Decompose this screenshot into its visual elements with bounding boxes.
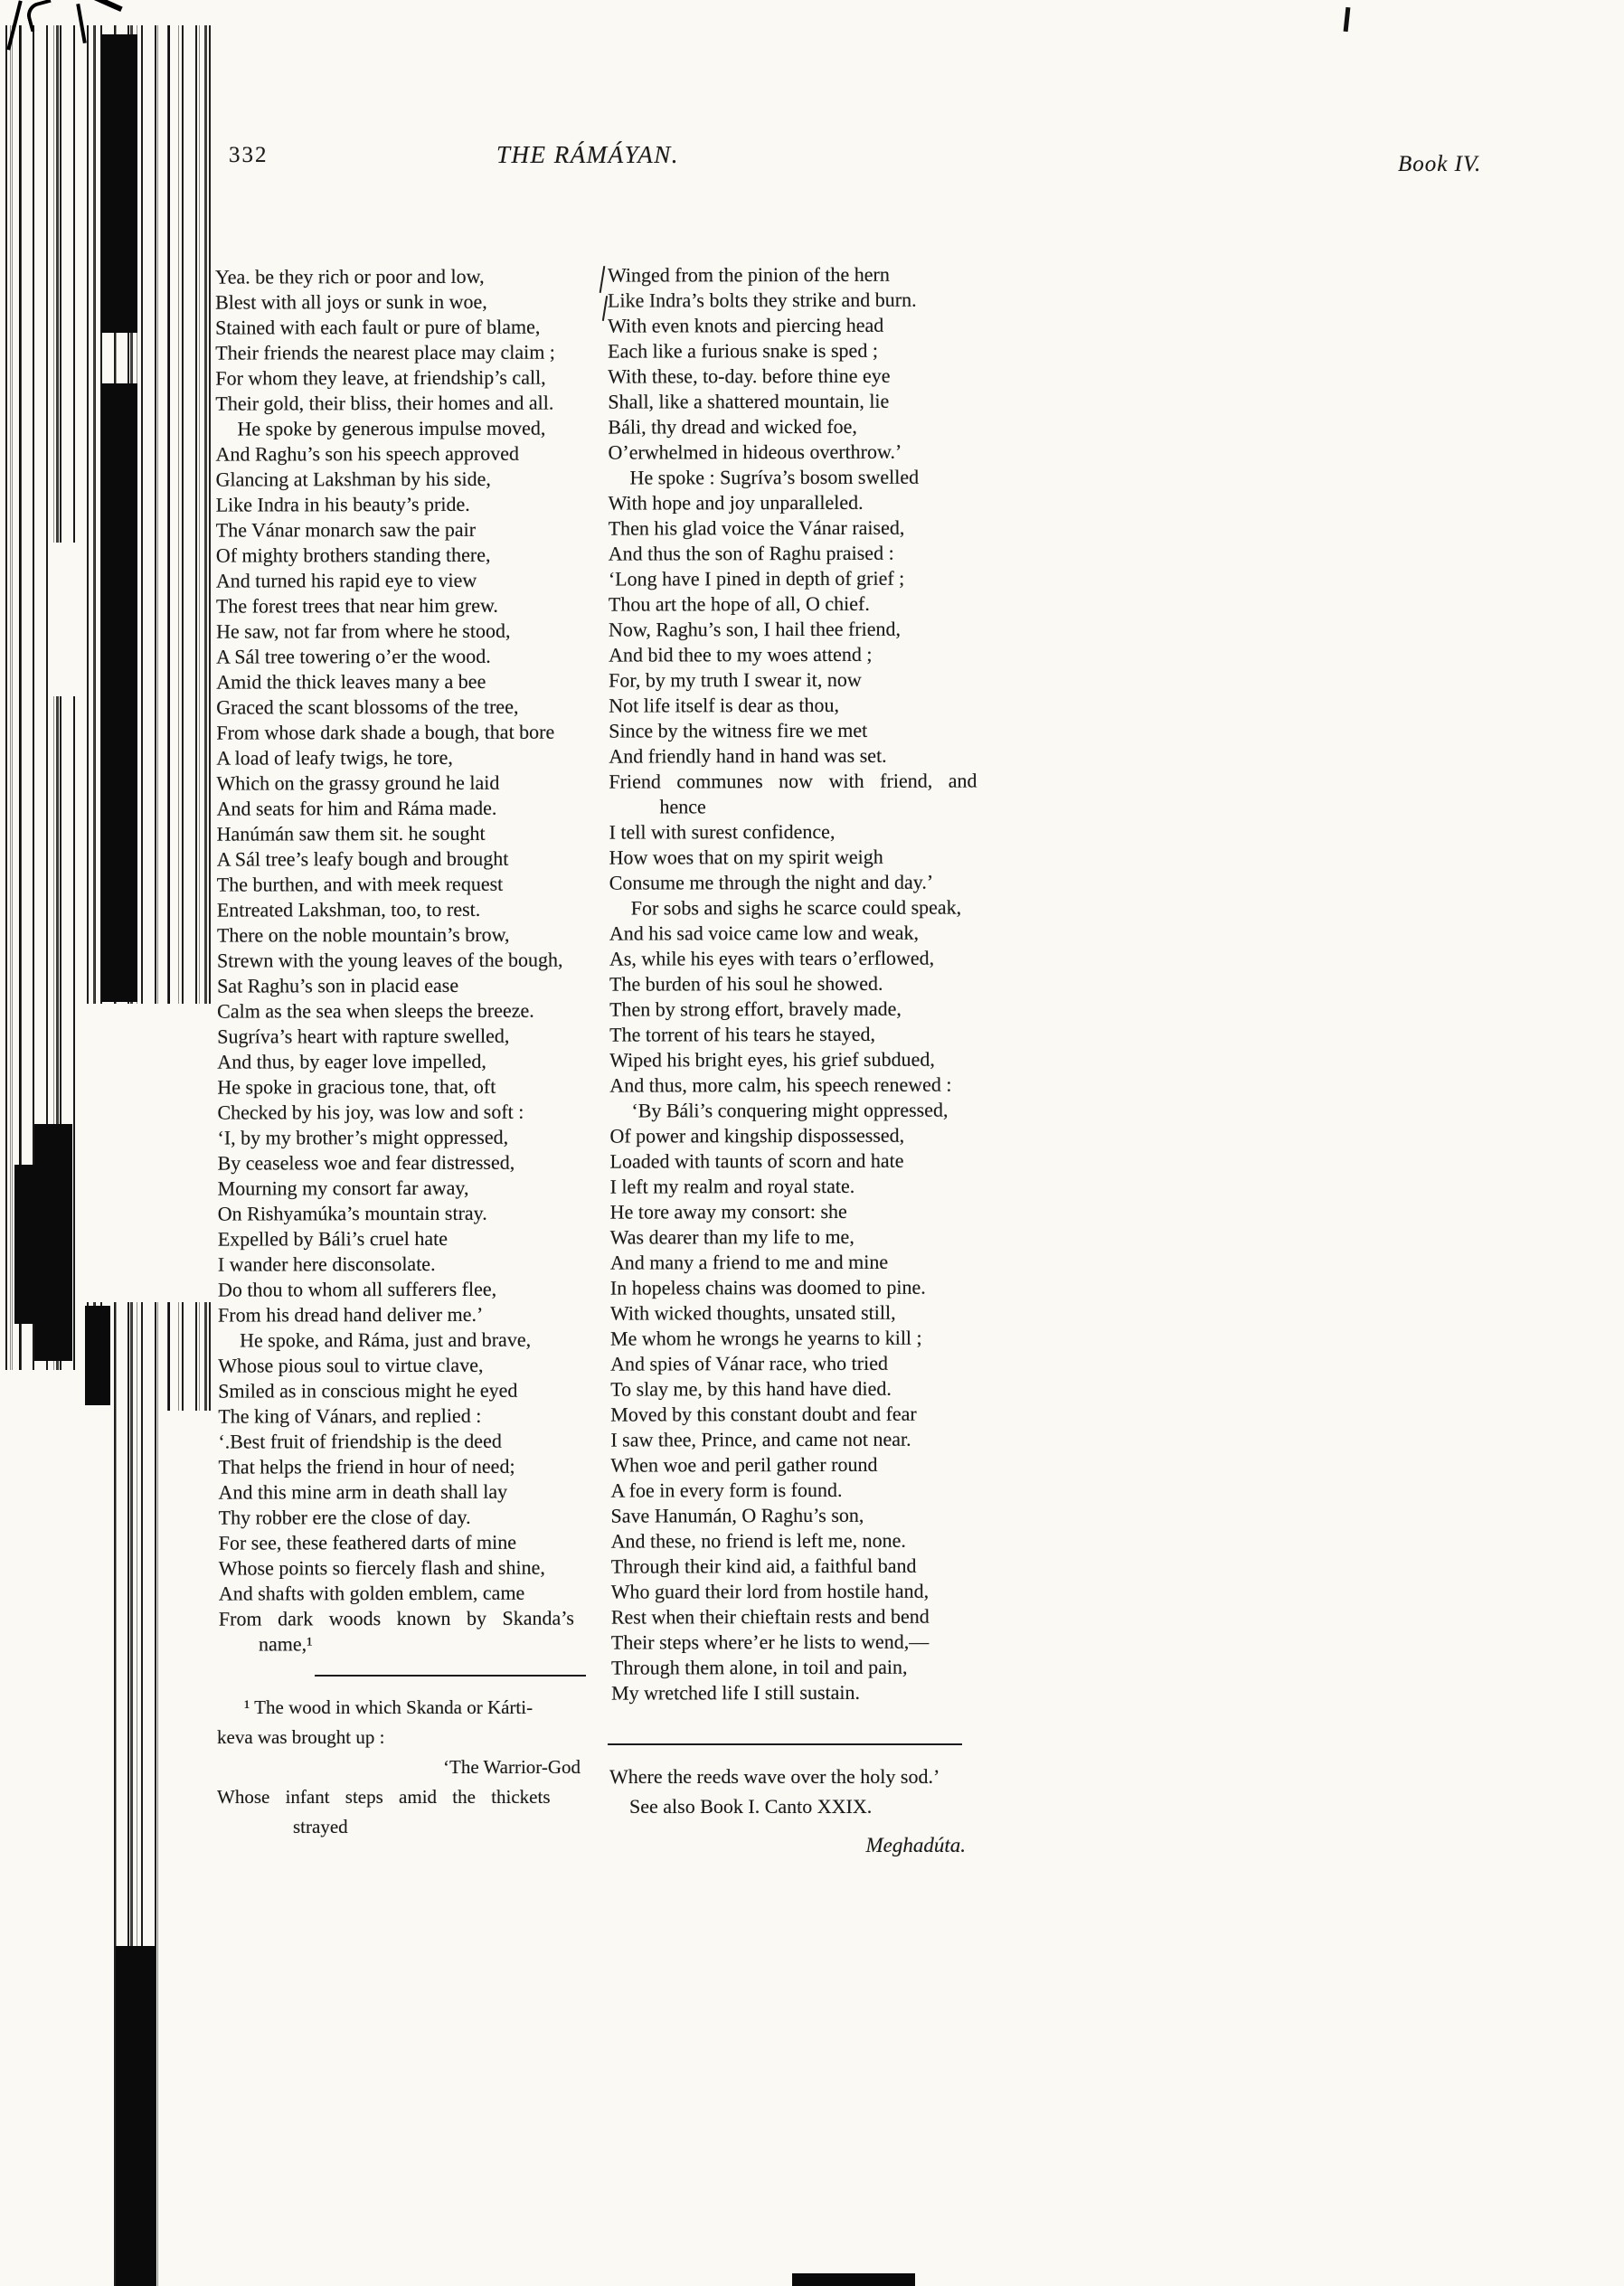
verse-line: To slay me, by this hand have died. [610, 1376, 892, 1401]
scan-gap [0, 1370, 107, 2286]
verse-line: Friend communes now with friend, and [609, 769, 977, 793]
verse-line: He spoke by generous impulse moved, [237, 416, 546, 440]
verse-line: Yea. be they rich or poor and low, [214, 264, 485, 288]
verse-line: With wicked thoughts, unsated still, [609, 1300, 896, 1325]
verse-line: The torrent of his tears he stayed, [609, 1022, 876, 1046]
verse-line: And these, no friend is left me, none. [610, 1528, 906, 1553]
scan-mark [90, 0, 122, 12]
verse-line: And Raghu’s son his speech approved [215, 441, 520, 466]
verse-line: hence [659, 795, 706, 818]
verse-line: The burden of his soul he showed. [609, 971, 883, 996]
verse-line: In hopeless chains was doomed to pine. [609, 1275, 926, 1299]
verse-line: The burthen, and with meek request [216, 872, 504, 896]
verse-line: Not life itself is dear as thou, [609, 693, 840, 717]
ink-smudge [34, 1124, 72, 1361]
verse-line: And his sad voice came low and weak, [609, 921, 920, 945]
verse-line: Since by the witness fire we met [609, 718, 868, 742]
verse-line: Strewn with the young leaves of the bough, [216, 948, 563, 972]
scan-gap [161, 1411, 213, 2286]
verse-line: Like Indra’s bolts they strike and burn. [607, 288, 917, 312]
verse-line: And thus, more calm, his speech renewed : [609, 1072, 952, 1097]
verse-line: A Sál tree towering o’er the wood. [216, 644, 491, 668]
verse-line: The king of Vánars, and replied : [218, 1403, 482, 1428]
verse-line: name,¹ [258, 1632, 313, 1656]
page-number: 332 [229, 143, 269, 167]
verse-line: On Rishyamúka’s mountain stray. [217, 1201, 487, 1225]
verse-line: Save Hanumán, O Raghu’s son, [610, 1503, 864, 1527]
verse-line: And shafts with golden emblem, came [218, 1581, 525, 1605]
verse-line: He spoke, and Ráma, just and brave, [240, 1327, 532, 1352]
verse-line: ‘Long have I pined in depth of grief ; [608, 566, 905, 590]
verse-line: Was dearer than my life to me, [609, 1224, 854, 1249]
verse-line: And many a friend to me and mine [609, 1250, 889, 1274]
verse-line: I wander here disconsolate. [217, 1252, 436, 1276]
verse-line: And bid thee to my woes attend ; [609, 642, 873, 666]
ink-smudge [116, 1946, 156, 2286]
verse-line: Rest when their chieftain rests and bend [610, 1604, 930, 1629]
verse-line: ‘.Best fruit of friendship is the deed [218, 1429, 502, 1453]
footnote-line: See also Book I. Canto XXIX. [629, 1795, 873, 1818]
column-divider-mark [600, 266, 608, 326]
verse-line: Loaded with taunts of scorn and hate [609, 1148, 904, 1173]
running-title: THE RÁMÁYAN. [496, 141, 680, 168]
verse-line: Blest with all joys or sunk in woe, [215, 289, 487, 314]
verse-line: And friendly hand in hand was set. [609, 743, 887, 768]
right-column [608, 261, 1006, 1705]
verse-line: Then by strong effort, bravely made, [609, 997, 902, 1021]
verse-line: From his dread hand deliver me.’ [217, 1302, 484, 1327]
verse-line: A Sál tree’s leafy bough and brought [216, 846, 509, 871]
verse-line: My wretched life I still sustain. [611, 1680, 861, 1705]
footnote-line: strayed [293, 1816, 348, 1837]
verse-line: ‘I, by my brother’s might oppressed, [217, 1125, 509, 1149]
verse-line: The Vánar monarch saw the pair [215, 517, 477, 542]
verse-line: Thou art the hope of all, O chief. [608, 591, 870, 616]
ink-smudge [101, 383, 137, 1002]
verse-line: Their gold, their bliss, their homes and all. [215, 391, 554, 415]
verse-line: Who guard their lord from hostile hand, [610, 1579, 930, 1603]
verse-line: Báli, thy dread and wicked foe, [608, 414, 857, 439]
verse-line: He spoke : Sugríva’s bosom swelled [629, 465, 920, 489]
verse-line: Each like a furious snake is sped ; [608, 338, 878, 363]
footnote [217, 1693, 615, 1842]
verse-line: Moved by this constant doubt and fear [610, 1402, 917, 1426]
verse-line: Consume me through the night and day.’ [609, 870, 934, 894]
scan-gap [52, 543, 83, 696]
verse-line: Checked by his joy, was low and soft : [217, 1100, 524, 1124]
scan-artifact-band [0, 0, 213, 2286]
verse-line: Through their kind aid, a faithful band [610, 1554, 917, 1578]
verse-line: Sugríva’s heart with rapture swelled, [217, 1024, 510, 1048]
footnote-line: keva was brought up : [217, 1726, 385, 1748]
footnote-line: Where the reeds wave over the holy sod.’ [609, 1765, 940, 1788]
verse-line: Smiled as in conscious might he eyed [218, 1378, 518, 1403]
verse-line: There on the noble mountain’s brow, [216, 922, 510, 947]
footnote-line: ‘The Warrior-God [443, 1756, 581, 1778]
verse-line: Calm as the sea when sleeps the breeze. [217, 998, 534, 1023]
verse-line: Their steps where’er he lists to wend,— [610, 1629, 930, 1654]
verse-line: For sobs and sighs he scarce could speak, [630, 895, 962, 920]
verse-line: Then his glad voice the Vánar raised, [608, 515, 905, 540]
scan-gap [81, 1004, 213, 1302]
verse-line: Their friends the nearest place may claim ; [215, 340, 555, 364]
verse-line: Whose pious soul to virtue clave, [218, 1353, 484, 1377]
verse-line: Whose points so fiercely flash and shine, [218, 1555, 545, 1580]
verse-line: As, while his eyes with tears o’erflowed, [609, 946, 935, 970]
left-column [215, 263, 613, 1657]
verse-line: I left my realm and royal state. [609, 1174, 855, 1198]
verse-line: Do thou to whom all sufferers flee, [217, 1277, 497, 1301]
scan-mark [1344, 7, 1351, 32]
footnote-rule [315, 1675, 586, 1677]
verse-line: A foe in every form is found. [610, 1478, 843, 1502]
verse-line: From dark woods known by Skanda’s [218, 1606, 574, 1630]
verse-line: How woes that on my spirit weigh [609, 845, 883, 869]
verse-line: ‘By Báli’s conquering might oppressed, [631, 1098, 949, 1122]
verse-line: He spoke in gracious tone, that, oft [217, 1074, 496, 1099]
verse-line: Of mighty brothers standing there, [215, 543, 491, 567]
verse-line: With these, to-day. before thine eye [608, 364, 891, 388]
verse-line: That helps the friend in hour of need; [218, 1454, 515, 1478]
verse-line: With even knots and piercing head [608, 313, 884, 337]
verse-line: The forest trees that near him grew. [215, 593, 498, 618]
verse-line: Entreated Lakshman, too, to rest. [216, 897, 481, 921]
verse-line: Winged from the pinion of the hern [607, 262, 890, 287]
verse-line: And thus, by eager love impelled, [217, 1049, 486, 1073]
verse-line: Shall, like a shattered mountain, lie [608, 389, 890, 413]
verse-line: Me whom he wrongs he yearns to kill ; [609, 1326, 922, 1350]
verse-line: O’erwhelmed in hideous overthrow.’ [608, 439, 902, 464]
verse-line: A load of leafy twigs, he tore, [216, 745, 453, 770]
footnote-line: Whose infant steps amid the thickets [217, 1786, 551, 1808]
verse-line: From whose dark shade a bough, that bore [216, 720, 555, 744]
verse-line: With hope and joy unparalleled. [608, 490, 864, 515]
footnote-line: ¹ The wood in which Skanda or Kárti- [244, 1696, 533, 1718]
scan-artifact [792, 2273, 915, 2286]
verse-line: Now, Raghu’s son, I hail thee friend, [608, 617, 902, 641]
verse-line: Expelled by Báli’s cruel hate [217, 1226, 448, 1251]
verse-line: And spies of Vánar race, who tried [610, 1351, 889, 1375]
verse-line: I tell with surest confidence, [609, 819, 836, 844]
verse-line: Thy robber ere the close of day. [218, 1505, 471, 1529]
verse-line: Of power and kingship dispossessed, [609, 1123, 905, 1148]
verse-line: Like Indra in his beauty’s pride. [215, 492, 470, 516]
verse-line: By ceaseless woe and fear distressed, [217, 1150, 515, 1175]
verse-line: And turned his rapid eye to view [215, 568, 477, 592]
verse-line: For, by my truth I swear it, now [609, 667, 862, 692]
book-label: Book IV. [1398, 152, 1482, 176]
verse-line: For whom they leave, at friendship’s call, [215, 365, 546, 390]
verse-line: Sat Raghu’s son in placid ease [217, 973, 459, 997]
verse-line: For see, these feathered darts of mine [218, 1530, 516, 1554]
verse-line: Which on the grassy ground he laid [216, 770, 500, 795]
footnote-continuation-rule [608, 1743, 962, 1745]
verse-line: And this mine arm in death shall lay [218, 1479, 508, 1504]
footnote-continuation [609, 1762, 969, 1860]
verse-line: Glancing at Lakshman by his side, [215, 467, 491, 491]
verse-line: Wiped his bright eyes, his grief subdued, [609, 1047, 935, 1072]
verse-line: He saw, not far from where he stood, [216, 619, 511, 643]
attribution: Meghadúta. [865, 1834, 966, 1856]
verse-line: Mourning my consort far away, [217, 1176, 469, 1200]
verse-line: Graced the scant blossoms of the tree, [216, 694, 519, 719]
verse-line: Stained with each fault or pure of blame, [215, 315, 541, 339]
verse-line: Through them alone, in toil and pain, [610, 1655, 908, 1679]
verse-line: He tore away my consort: she [609, 1199, 847, 1223]
ink-smudge [85, 1306, 110, 1405]
verse-line: I saw thee, Prince, and came not near. [610, 1427, 911, 1451]
verse-line: And seats for him and Ráma made. [216, 796, 497, 820]
verse-line: Amid the thick leaves many a bee [216, 669, 486, 694]
verse-line: Hanúmán saw them sit. he sought [216, 821, 486, 845]
verse-line: And thus the son of Raghu praised : [608, 541, 894, 565]
ink-smudge [101, 34, 137, 333]
ink-smudge [14, 1165, 36, 1324]
verse-line: When woe and peril gather round [610, 1452, 878, 1477]
